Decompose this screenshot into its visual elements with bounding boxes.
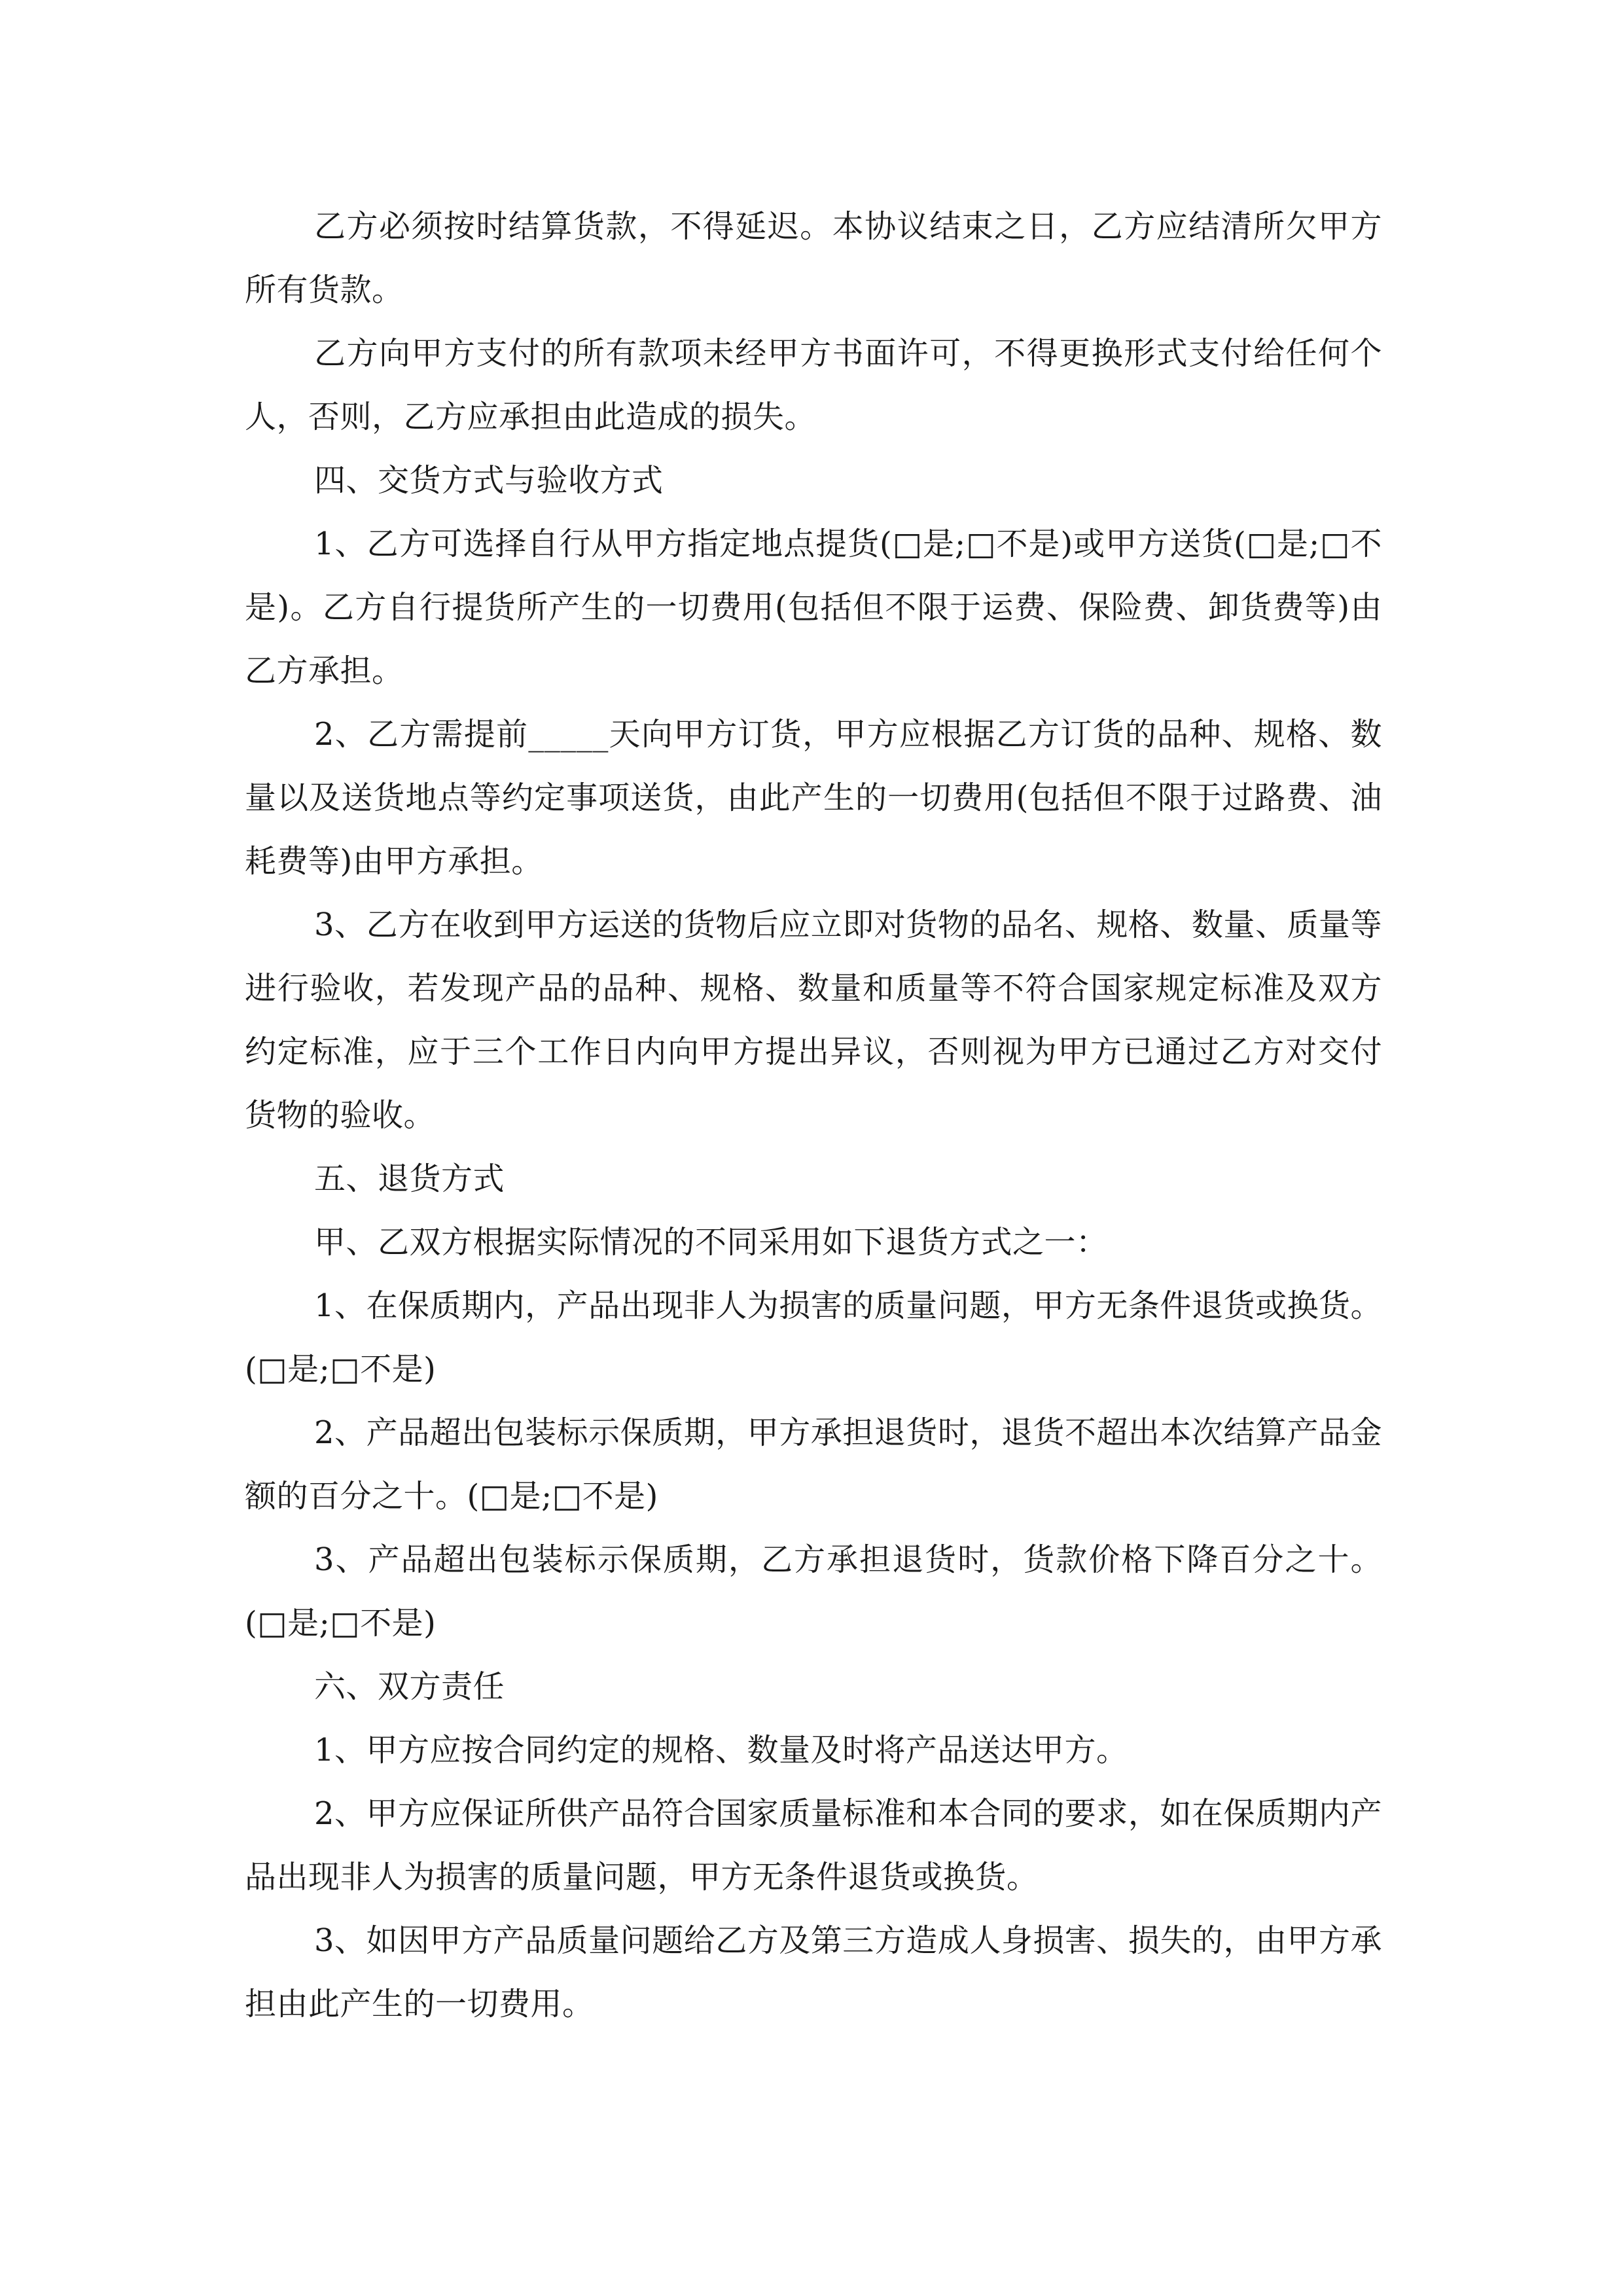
paragraph-delivery-1: 1、乙方可选择自行从甲方指定地点提货(□是;□不是)或甲方送货(□是;□不是)。乙方自行提货所产生的一切费用(包括但不限于运费、保险费、卸货费等)由乙方承担。 [245,526,1382,689]
paragraph-returns-3: 3、产品超出包装标示保质期，乙方承担退货时，货款价格下降百分之十。(□是;□不是) [245,1541,1382,1641]
paragraph-delivery-3: 3、乙方在收到甲方运送的货物后应立即对货物的品名、规格、数量、质量等进行验收，若发现产品的品种、规格、数量和质量等不符合国家规定标准及双方约定标准，应于三个工作日内向甲方提出异议，否则视为甲方已通过乙方对交付货物的验收。 [245,906,1382,1134]
document-body [245,195,1382,2036]
paragraph-payment-method: 乙方向甲方支付的所有款项未经甲方书面许可，不得更换形式支付给任何个人，否则，乙方应承担由此造成的损失。 [245,335,1382,435]
paragraph-delivery-2: 2、乙方需提前_____天向甲方订货，甲方应根据乙方订货的品种、规格、数量以及送货地点等约定事项送货，由此产生的一切费用(包括但不限于过路费、油耗费等)由甲方承担。 [245,716,1382,880]
paragraph-returns-2: 2、产品超出包装标示保质期，甲方承担退货时，退货不超出本次结算产品金额的百分之十。(□是;□不是) [245,1414,1382,1515]
paragraph-payment-settlement: 乙方必须按时结算货款，不得延迟。本协议结束之日，乙方应结清所欠甲方所有货款。 [245,208,1382,308]
paragraph-returns-intro: 甲、乙双方根据实际情况的不同采用如下退货方式之一： [314,1224,1108,1261]
section-heading-responsibilities: 六、双方责任 [314,1668,505,1705]
paragraph-responsibility-2: 2、甲方应保证所供产品符合国家质量标准和本合同的要求，如在保质期内产品出现非人为损害的质量问题，甲方无条件退货或换货。 [245,1795,1382,1895]
paragraph-responsibility-1: 1、甲方应按合同约定的规格、数量及时将产品送达甲方。 [314,1732,1128,1768]
paragraph-returns-1: 1、在保质期内，产品出现非人为损害的质量问题，甲方无条件退货或换货。(□是;□不是) [245,1287,1382,1388]
section-heading-delivery: 四、交货方式与验收方式 [314,462,664,499]
section-heading-returns: 五、退货方式 [314,1160,505,1197]
paragraph-responsibility-3: 3、如因甲方产品质量问题给乙方及第三方造成人身损害、损失的，由甲方承担由此产生的一切费用。 [245,1922,1382,2022]
